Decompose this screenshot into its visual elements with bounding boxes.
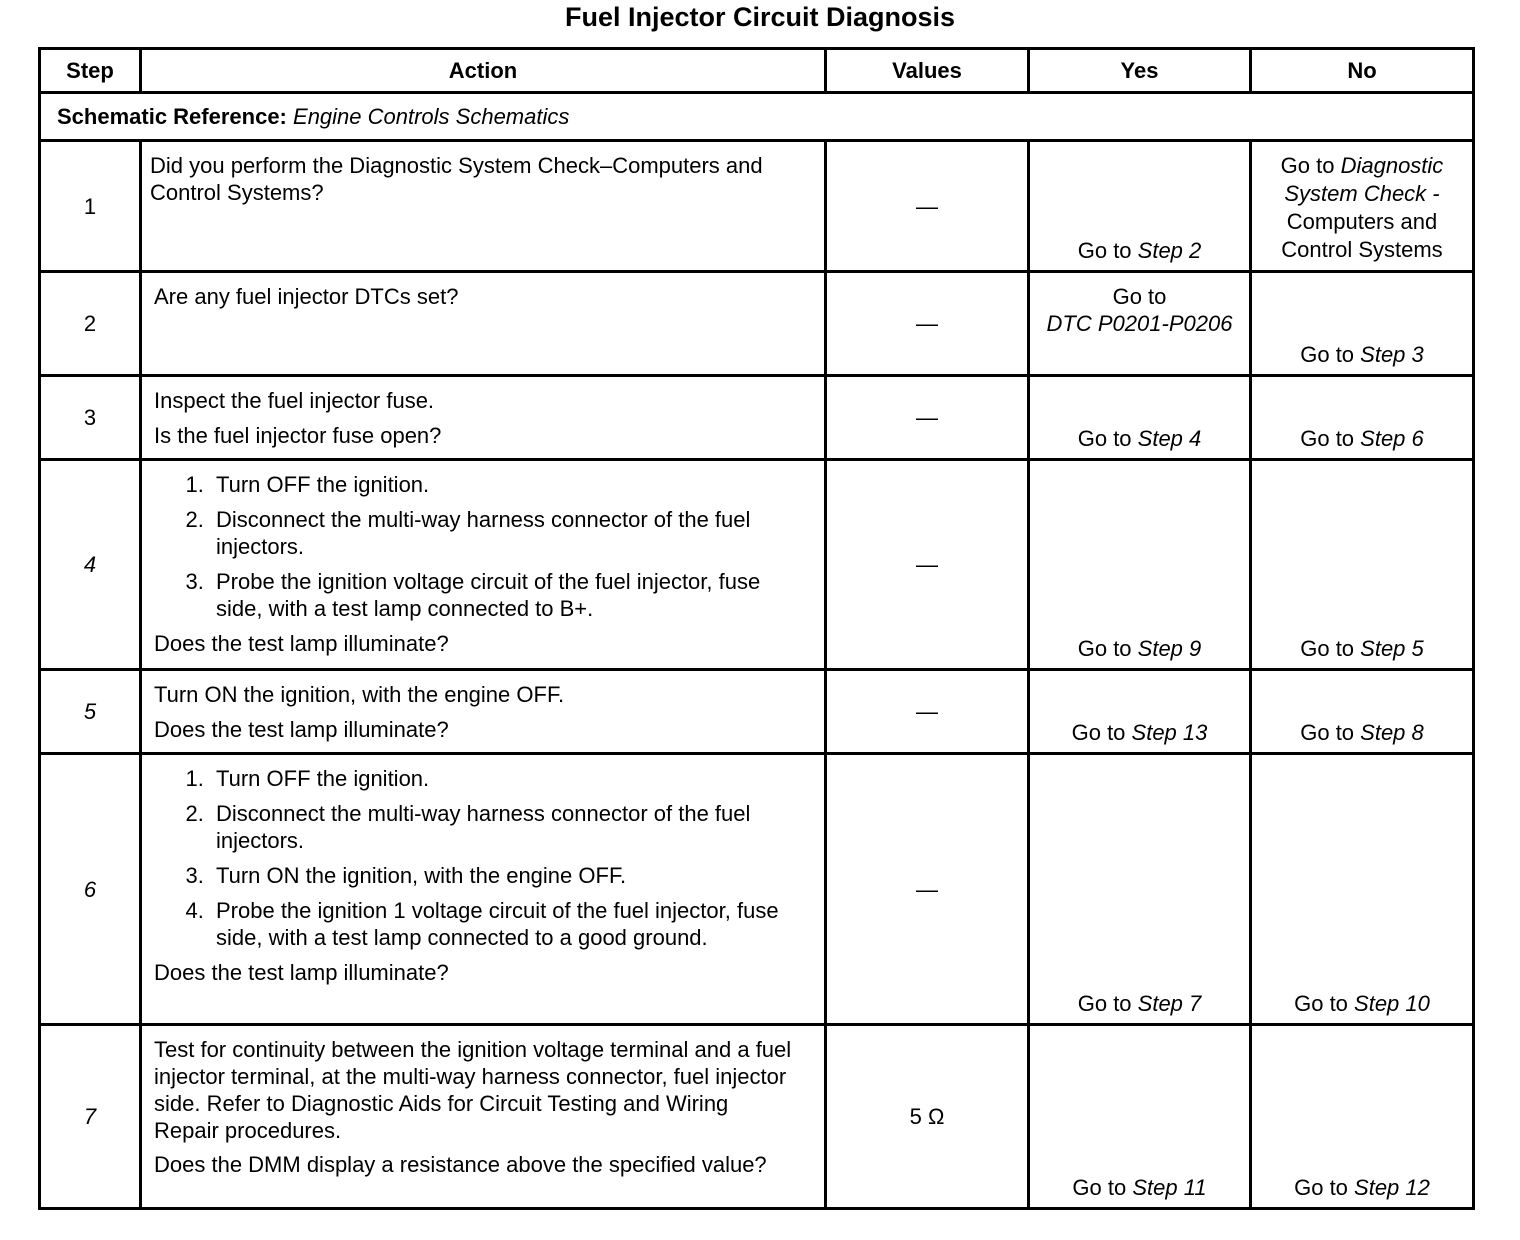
no-target: Step 10 — [1354, 991, 1430, 1016]
yes-target: Step 4 — [1137, 426, 1202, 451]
no-cell — [1251, 670, 1474, 754]
list-item: 2. Disconnect the multi-way harness connector of the fuel injectors. — [210, 506, 812, 560]
table-row — [40, 272, 1474, 376]
step-number: 6 — [40, 754, 141, 1025]
yes-target: Step 13 — [1131, 720, 1208, 745]
action-cell — [141, 376, 826, 460]
value-cell: — — [826, 141, 1029, 272]
header-row — [40, 49, 1474, 93]
action-text: Turn ON the ignition, with the engine OFF. — [154, 682, 565, 707]
action-cell — [141, 141, 826, 272]
no-cell — [1251, 1025, 1474, 1209]
no-target: Step 3 — [1360, 342, 1424, 367]
no-target: Step 12 — [1354, 1175, 1430, 1200]
yes-cell — [1029, 1025, 1251, 1209]
schematic-row — [40, 93, 1474, 141]
no-target: Step 6 — [1360, 426, 1424, 451]
yes-target: Step 11 — [1132, 1175, 1207, 1200]
no-prefix: Go to — [1280, 153, 1341, 178]
value-cell: — — [826, 272, 1029, 376]
value-cell: — — [826, 670, 1029, 754]
action-cell — [141, 460, 826, 670]
action-text: Test for continuity between the ignition voltage terminal and a fuel injector terminal, at the multi-way harness connector, fuel injector side. Refer to Diagnostic Aids for Circuit Testing and Wiring Repair procedures. — [154, 1037, 792, 1143]
yes-cell — [1029, 141, 1251, 272]
yes-target: Step 7 — [1137, 991, 1202, 1016]
value-cell: 5 Ω — [826, 1025, 1029, 1209]
list-item: 1. Turn OFF the ignition. — [210, 765, 812, 792]
step-number: 4 — [40, 460, 141, 670]
yes-prefix: Go to — [1077, 426, 1138, 451]
list-item: 2. Disconnect the multi-way harness connector of the fuel injectors. — [210, 800, 812, 854]
action-text: Did you perform the Diagnostic System Check–Computers and Control Systems? — [150, 153, 763, 205]
action-text: Are any fuel injector DTCs set? — [154, 284, 459, 309]
no-prefix: Go to — [1300, 342, 1361, 367]
header-step: Step — [40, 49, 141, 93]
no-cell — [1251, 376, 1474, 460]
action-cell — [141, 272, 826, 376]
no-prefix: Go to — [1300, 636, 1361, 661]
list-item: 3. Probe the ignition voltage circuit of the fuel injector, fuse side, with a test lamp connected to B+. — [210, 568, 812, 622]
yes-cell — [1029, 460, 1251, 670]
schematic-reference — [40, 93, 1474, 141]
step-number: 5 — [40, 670, 141, 754]
yes-prefix: Go to — [1071, 720, 1132, 745]
no-prefix: Go to — [1300, 426, 1361, 451]
value-cell: — — [826, 460, 1029, 670]
yes-prefix: Go to — [1077, 238, 1138, 263]
yes-prefix: Go to — [1072, 1175, 1133, 1200]
yes-cell — [1029, 754, 1251, 1025]
step-number: 1 — [40, 141, 141, 272]
action-list — [154, 471, 812, 622]
yes-cell — [1029, 670, 1251, 754]
action-question: Does the test lamp illuminate? — [154, 960, 449, 985]
schematic-value: Engine Controls Schematics — [293, 104, 570, 129]
list-item: 3. Turn ON the ignition, with the engine OFF. — [210, 862, 812, 889]
header-no: No — [1251, 49, 1474, 93]
no-cell — [1251, 272, 1474, 376]
no-cell — [1251, 141, 1474, 272]
action-cell — [141, 670, 826, 754]
no-prefix: Go to — [1294, 1175, 1355, 1200]
yes-target: Step 2 — [1137, 238, 1202, 263]
yes-cell — [1029, 272, 1251, 376]
yes-cell — [1029, 376, 1251, 460]
action-question: Does the test lamp illuminate? — [154, 717, 449, 742]
list-item: 4. Probe the ignition 1 voltage circuit of the fuel injector, fuse side, with a test lamp connected to a good ground. — [210, 897, 812, 951]
table-row — [40, 754, 1474, 1025]
yes-prefix: Go to — [1077, 636, 1138, 661]
step-number: 3 — [40, 376, 141, 460]
header-values: Values — [826, 49, 1029, 93]
no-cell — [1251, 460, 1474, 670]
yes-target: Step 9 — [1137, 636, 1202, 661]
schematic-label: Schematic Reference: — [57, 104, 287, 129]
yes-prefix: Go to — [1112, 284, 1167, 309]
table-row — [40, 460, 1474, 670]
table-row — [40, 376, 1474, 460]
yes-prefix: Go to — [1077, 991, 1138, 1016]
no-target: Step 5 — [1360, 636, 1424, 661]
action-list — [154, 765, 812, 951]
list-item: 1. Turn OFF the ignition. — [210, 471, 812, 498]
action-cell — [141, 754, 826, 1025]
step-number: 2 — [40, 272, 141, 376]
no-target: Diagnostic System Check - — [1284, 153, 1444, 206]
no-suffix: Computers and Control Systems — [1281, 209, 1443, 262]
no-prefix: Go to — [1300, 720, 1361, 745]
action-question: Does the test lamp illuminate? — [154, 631, 449, 656]
no-prefix: Go to — [1294, 991, 1355, 1016]
value-cell: — — [826, 376, 1029, 460]
action-text: Inspect the fuel injector fuse. — [154, 388, 435, 413]
action-cell — [141, 1025, 826, 1209]
header-action: Action — [141, 49, 826, 93]
table-row — [40, 141, 1474, 272]
no-cell — [1251, 754, 1474, 1025]
action-question: Does the DMM display a resistance above the specified value? — [154, 1152, 767, 1177]
table-row — [40, 1025, 1474, 1209]
diagnosis-table — [38, 47, 1475, 1210]
no-target: Step 8 — [1360, 720, 1424, 745]
page-title: Fuel Injector Circuit Diagnosis — [564, 2, 956, 32]
header-yes: Yes — [1029, 49, 1251, 93]
yes-target: DTC P0201-P0206 — [1046, 311, 1233, 336]
table-row — [40, 670, 1474, 754]
step-number: 7 — [40, 1025, 141, 1209]
value-cell: — — [826, 754, 1029, 1025]
action-question: Is the fuel injector fuse open? — [154, 423, 442, 448]
